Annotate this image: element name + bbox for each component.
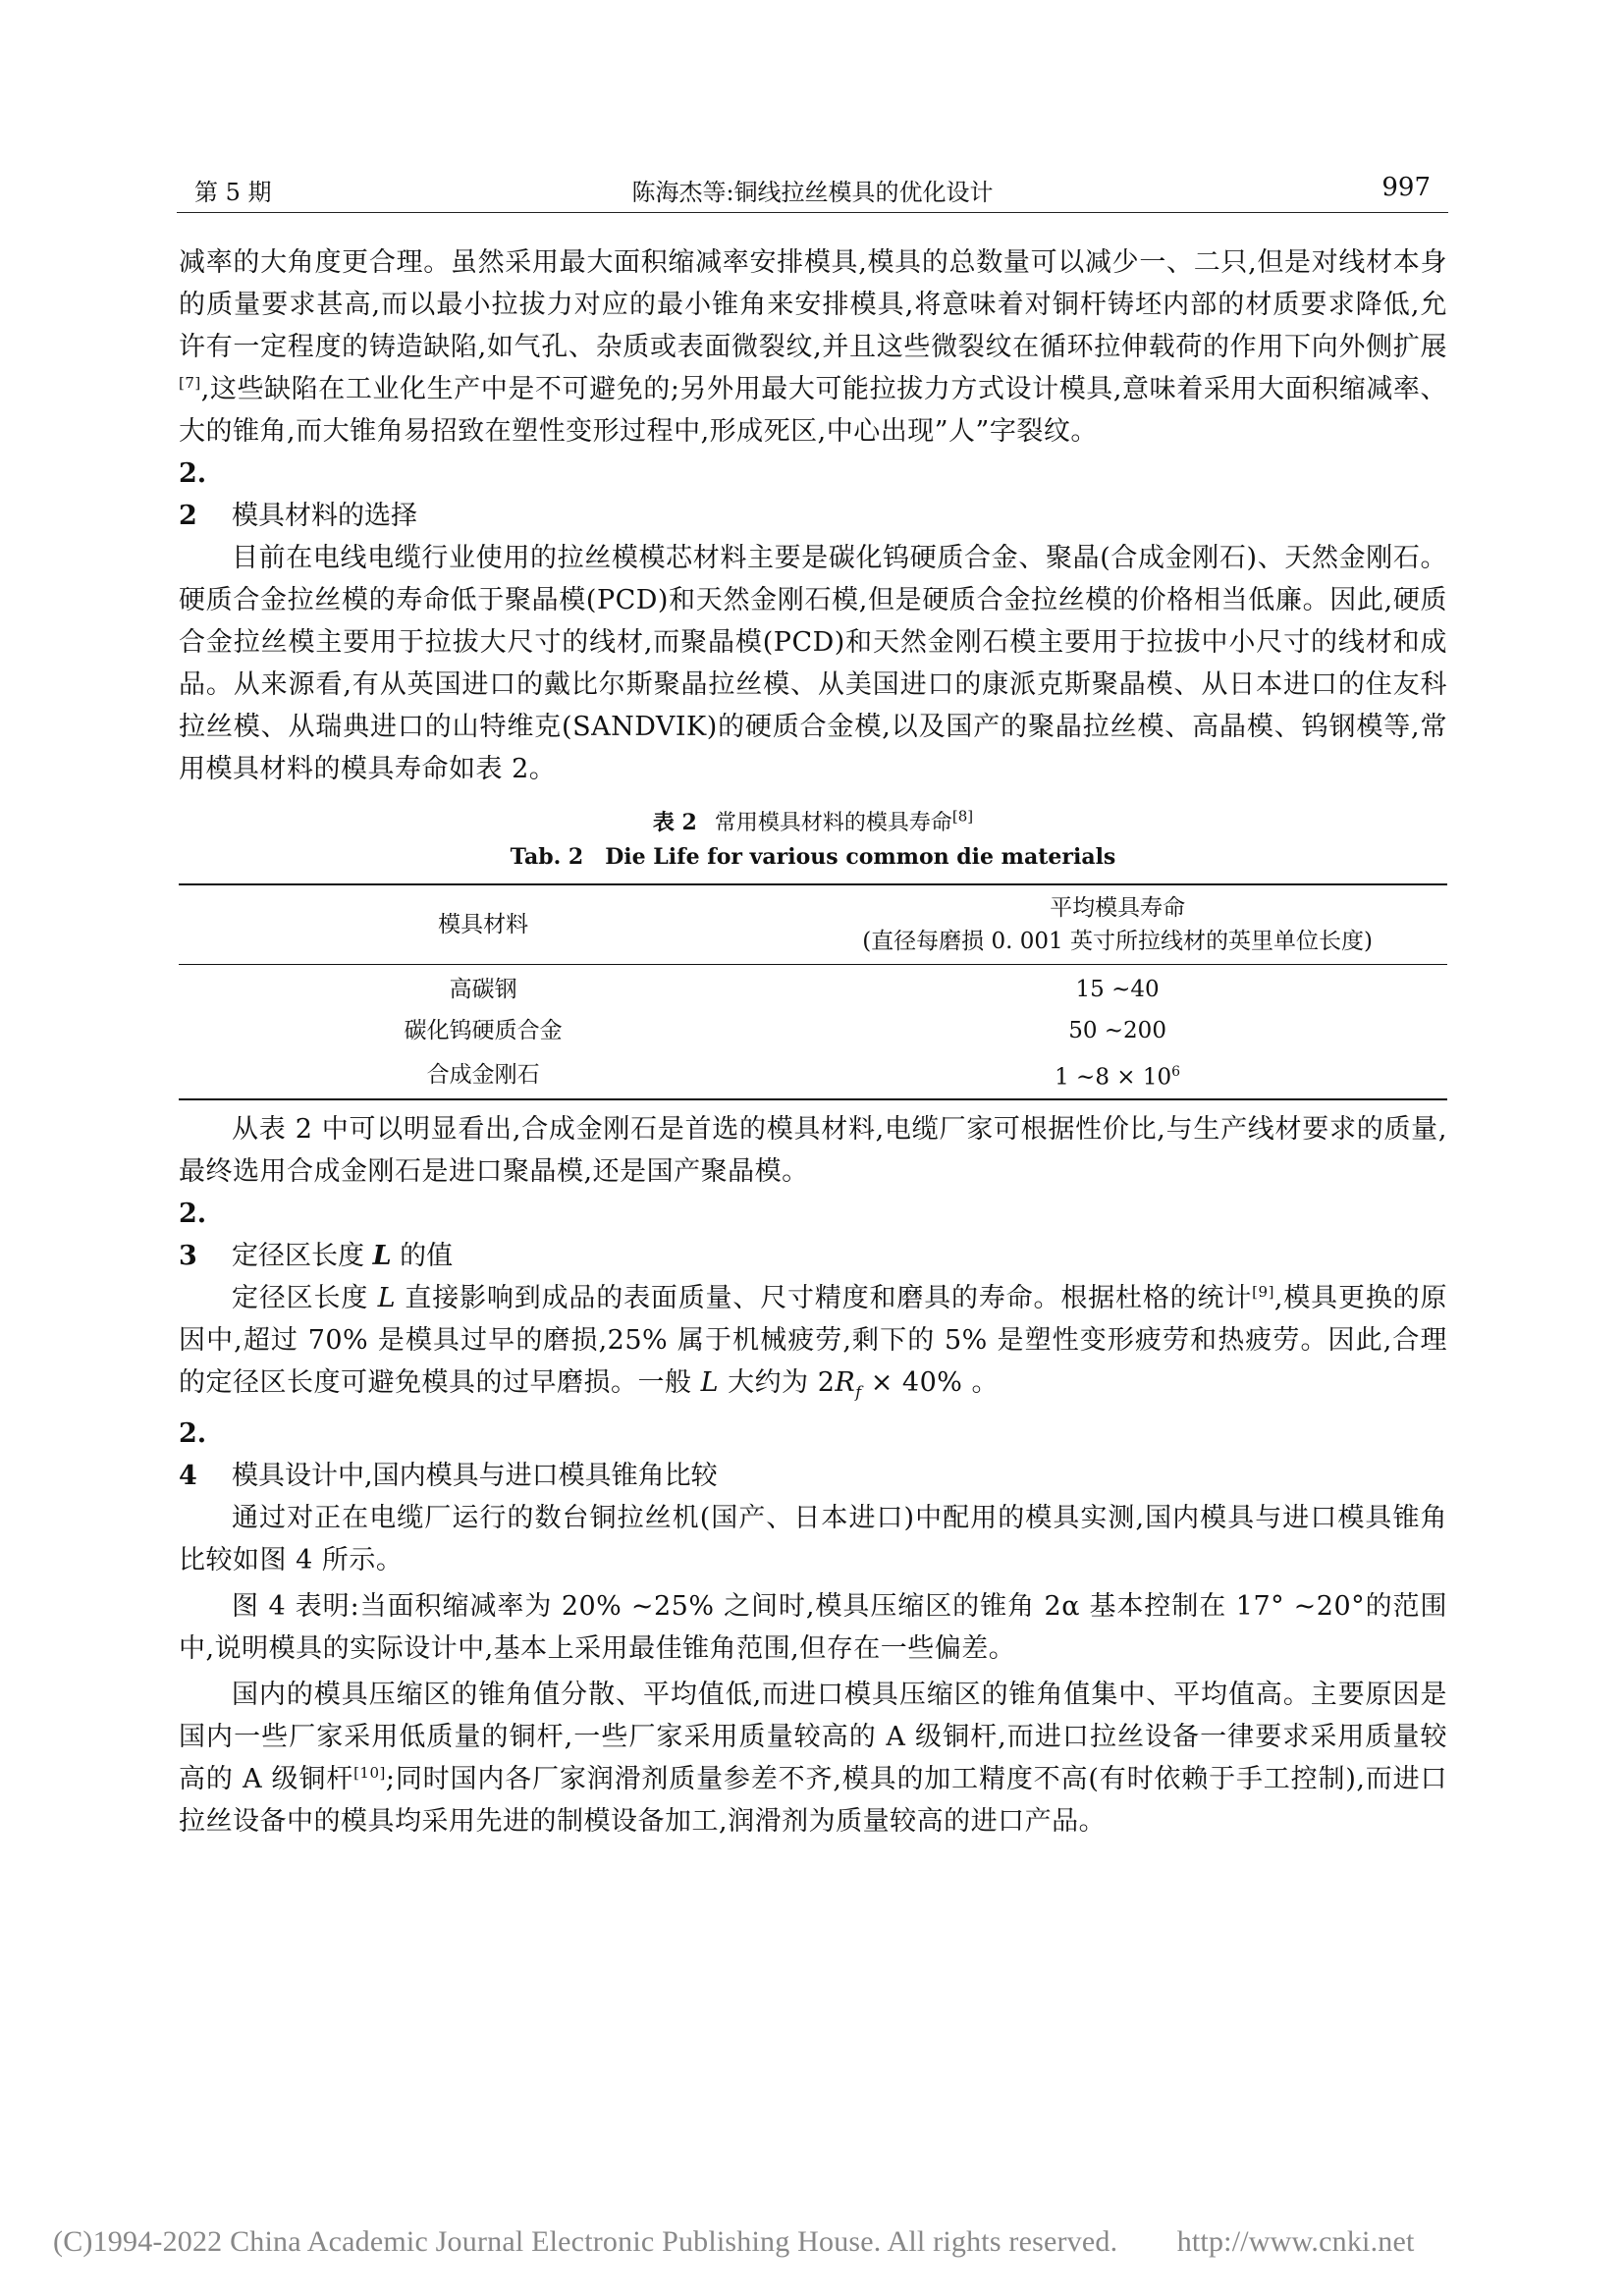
paragraph-text: 定径区长度 bbox=[232, 1282, 378, 1313]
paragraph-text: 国内的模具压缩区的锥角值分散、平均值低,而进口模具压缩区的锥角值集中、平均值高。主要原因是国内一些厂家采用低质量的铜杆,一些厂家采用质量较高的 A 级铜杆,而进口拉丝设备一律要求采用质量较高的 A 级铜杆 bbox=[179, 1680, 1447, 1795]
paragraph-2: 目前在电线电缆行业使用的拉丝模模芯材料主要是碳化钨硬质合金、聚晶(合成金刚石)、天然金刚石。硬质合金拉丝模的寿命低于聚晶模(PCD)和天然金刚石模,但是硬质合金拉丝模的价格相当低廉。因此,硬质合金拉丝模主要用于拉拔大尺寸的线材,而聚晶模(PCD)和天然金刚石模主要用于拉拔中小尺寸的线材和成品。从来源看,有从英国进口的戴比尔斯聚晶拉丝模、从美国进口的康派克斯聚晶模、从日本进口的住友科拉丝模、从瑞典进口的山特维克(SANDVIK)的硬质合金模,以及国产的聚晶拉丝模、高晶模、钨钢模等,常用模具材料的模具寿命如表 2。 bbox=[179, 543, 1447, 784]
table-row bbox=[179, 1051, 1447, 1099]
section-title: 模具材料的选择 bbox=[232, 501, 417, 531]
paragraph-text: 大约为 2 bbox=[719, 1366, 836, 1398]
paragraph-7 bbox=[179, 1674, 1447, 1842]
paragraph-5: 通过对正在电缆厂运行的数台铜拉丝机(国产、日本进口)中配用的模具实测,国内模具与进口模具锥角比较如图 4 所示。 bbox=[179, 1503, 1447, 1576]
col-header-material: 模具材料 bbox=[438, 912, 529, 937]
paragraph-text: ,这些缺陷在工业化生产中是不可避免的;另外用最大可能拉拔力方式设计模具,意味着采用大面积缩减率、大的锥角,而大锥角易招致在塑性变形过程中,形成死区,中心出现”人”字裂纹。 bbox=[179, 374, 1447, 447]
cell-life bbox=[787, 1051, 1447, 1099]
section-heading-2-3 bbox=[179, 1193, 1447, 1277]
page-number: 997 bbox=[1381, 173, 1431, 202]
section-heading-2-2 bbox=[179, 453, 1447, 537]
section-number: 2. 4 bbox=[179, 1418, 207, 1492]
section-title: 模具设计中,国内模具与进口模具锥角比较 bbox=[232, 1461, 718, 1492]
table-caption-text: 常用模具材料的模具寿命 bbox=[714, 811, 952, 835]
section-title-variable: L bbox=[372, 1240, 392, 1271]
paragraph-text: × 40% 。 bbox=[861, 1366, 1000, 1398]
cell-material: 合成金刚石 bbox=[426, 1061, 540, 1088]
table-2 bbox=[179, 806, 1447, 1100]
table-label: 表 2 bbox=[652, 810, 697, 835]
die-life-table bbox=[179, 883, 1447, 1100]
table-row bbox=[179, 965, 1447, 1011]
running-header bbox=[177, 173, 1448, 213]
copyright-footer: (C)1994-2022 China Academic Journal Electronic Publishing House. All rights reserved. http://www.cnki.net bbox=[53, 2225, 1415, 2258]
math-variable: L bbox=[377, 1282, 397, 1313]
col-header-life-line1: 平均模具寿命 bbox=[1050, 895, 1186, 921]
running-title: 陈海杰等:铜线拉丝模具的优化设计 bbox=[631, 179, 994, 206]
paragraph-6: 图 4 表明:当面积缩减率为 20% ~25% 之间时,模具压缩区的锥角 2α 基本控制在 17° ~20°的范围中,说明模具的实际设计中,基本上采用最佳锥角范围,但存在一些偏差。 bbox=[179, 1591, 1447, 1665]
cell-life-base: 1 ~8 × 10 bbox=[1055, 1064, 1172, 1091]
col-header-life bbox=[787, 884, 1447, 965]
paragraph-text: ,模具更换的原因中,超过 70% 是模具过早的磨损,25% 属于机械疲劳,剩下的 5% 是塑性变形疲劳和热疲劳。因此,合理的定径区长度可避免模具的过早磨损。一般 bbox=[179, 1282, 1447, 1398]
citation-ref[interactable]: [8] bbox=[951, 807, 974, 826]
section-heading-2-4 bbox=[179, 1413, 1447, 1497]
cell-life: 50 ~200 bbox=[1068, 1018, 1166, 1043]
math-variable: L bbox=[700, 1366, 720, 1398]
citation-ref[interactable]: [9] bbox=[1252, 1282, 1274, 1301]
table-caption-cn bbox=[179, 806, 1447, 840]
math-variable: R bbox=[835, 1366, 856, 1398]
citation-ref[interactable]: [7] bbox=[179, 374, 201, 392]
cell-material: 高碳钢 bbox=[449, 977, 517, 1002]
table-header-row bbox=[179, 884, 1447, 965]
citation-ref[interactable]: [10] bbox=[353, 1764, 386, 1783]
cell-life-exponent: 6 bbox=[1171, 1064, 1181, 1080]
section-title: 定径区长度 bbox=[232, 1240, 373, 1271]
paragraph-1 bbox=[179, 241, 1447, 453]
section-number: 2. 2 bbox=[179, 458, 207, 531]
cell-life: 15 ~40 bbox=[1075, 977, 1160, 1002]
issue-number: 第 5 期 bbox=[194, 179, 272, 206]
table-caption-en: Tab. 2 Die Life for various common die materials bbox=[510, 844, 1116, 870]
cell-material: 碳化钨硬质合金 bbox=[404, 1018, 563, 1043]
paragraph-text: 减率的大角度更合理。虽然采用最大面积缩减率安排模具,模具的总数量可以减少一、二只,但是对线材本身的质量要求甚高,而以最小拉拔力对应的最小锥角来安排模具,将意味着对铜杆铸坯内部的材质要求降低,允许有一定程度的铸造缺陷,如气孔、杂质或表面微裂纹,并且这些微裂纹在循环拉伸载荷的作用下向外侧扩展 bbox=[179, 247, 1447, 362]
section-title-tail: 的值 bbox=[391, 1240, 454, 1271]
col-header-life-line2: (直径每磨损 0. 001 英寸所拉线材的英里单位长度) bbox=[862, 929, 1373, 954]
article-body bbox=[179, 241, 1447, 1842]
paragraph-3: 从表 2 中可以明显看出,合成金刚石是首选的模具材料,电缆厂家可根据性价比,与生产线材要求的质量,最终选用合成金刚石是进口聚晶模,还是国产聚晶模。 bbox=[179, 1113, 1447, 1187]
section-number: 2. 3 bbox=[179, 1198, 207, 1271]
table-row bbox=[179, 1010, 1447, 1051]
math-subscript: f bbox=[855, 1382, 862, 1402]
paragraph-text: 直接影响到成品的表面质量、尺寸精度和磨具的寿命。根据杜格的统计 bbox=[396, 1282, 1253, 1313]
paragraph-text: ;同时国内各厂家润滑剂质量参差不齐,模具的加工精度不高(有时依赖于手工控制),而进口拉丝设备中的模具均采用先进的制模设备加工,润滑剂为质量较高的进口产品。 bbox=[179, 1764, 1447, 1838]
paragraph-4 bbox=[179, 1277, 1447, 1413]
